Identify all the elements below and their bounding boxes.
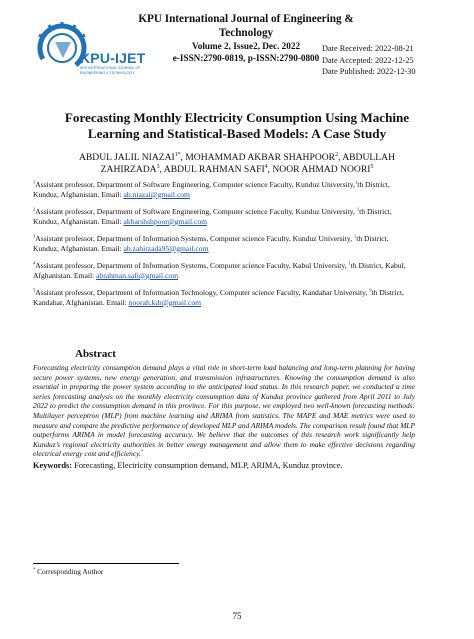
affiliation-text: th District, Kandahar, Afghanistan. Email: [33,287,404,307]
affiliation-text: Assistant professor, Department of Software Engineering, Computer science Faculty, Kunduz University, [35,206,357,216]
author-name: ABDUL JALIL NIAZAI [78,152,175,163]
abstract-mark: * [140,448,144,454]
affiliation-text: th District, Kabul, Afghanistan. Email: [33,260,406,280]
author-separator: , [267,164,273,176]
affiliation-mark: 5 [33,287,36,293]
footnote-mark: * [33,566,36,572]
author-separator: , [337,152,343,163]
author-affiliation-mark: 4 [264,164,268,171]
ordinal-number: 9 [369,287,372,293]
ordinal-number: 1 [353,233,357,239]
affiliation [33,288,415,308]
email-link[interactable]: ab.niazai@gmail.com [123,189,190,199]
affiliation-text: th District, Kunduz, Afghanistan. Email: [33,233,389,253]
date-published: Date Published: 2022-12-30 [322,67,416,77]
paper-title: Forecasting Monthly Electricity Consumption Using Machine Learning and Statistical-Based Models: A Case Study [64,110,410,142]
ordinal-number: 1 [354,179,358,185]
email-link[interactable]: noorah.kdr@gmail.com [128,297,202,307]
keywords [33,460,415,471]
author-affiliation-mark: 3 [156,164,160,171]
ordinal-number: 1 [348,260,351,266]
affiliation-text: th District, Kunduz, Afghanistan. Email: [33,180,390,199]
author-affiliation-mark: 5 [370,164,374,171]
issn: e-ISSN:2790-0819, p-ISSN:2790-0800 [172,53,320,63]
email-link[interactable]: akbarshshpoor@gmail.com [123,216,208,226]
volume-issue: Volume 2, Issue2, Dec. 2022 [191,41,301,51]
author-name: MOHAMMAD AKBAR SHAHPOOR [185,152,336,163]
abstract-heading: Abstract [75,348,116,360]
affiliation [33,207,415,227]
affiliation-mark: 1 [33,179,36,185]
journal-title: KPU International Journal of Engineering & Technology [138,13,354,39]
author-name: NOOR AHMAD NOORI [272,164,371,176]
author-name: ABDUL RAHMAN SAFI [163,164,265,176]
abstract-text: Forecasting electricity consumption demand plays a vital role in short-term load balancing and long-term planning for having secure power systems, new energy generation, and transmission infrastructures. Knowing the consumption demand is also essential in preparing the power system according to the anticipated load status. In this research paper, we conducted a time series forecasting analysis on the monthly electricity consumption data of Kunduz province gathered from April 2011 to July 2022 to predict the consumption demand in this province. For this purpose, we employed two well-known forecasting methods: Multilayer perceptron (MLP) from machine learning and ARIMA from statistics. The MAPE and MAE metrics were used to measure and compare the predictive performance of developed MLP and ARIMA models. The comparison result found that MLP outperforms ARIMA in model forecasting accuracy. We believe that the outcomes of this research work significantly help Kunduz’s regional electricity authorities in better energy management and allow them to make effective decisions regarding electrical energy cost and efficiency.* [33,363,415,459]
affiliation-text: Assistant professor, Department of Information Technology, Computer science Faculty, Kandahar University, [35,287,370,297]
affiliation-text: Assistant professor, Department of Software Engineering, Computer science Faculty, Kunduz University, [35,180,355,189]
logo-text: KPU-IJET [80,50,146,66]
keywords-label: Keywords: [33,461,73,470]
affiliation [33,234,415,254]
affiliation-list [33,180,415,315]
logo-subtext: KPU INTERNATIONAL JOURNAL OF ENGINEERING & TECHNOLOGY [80,66,141,75]
footnote-divider [33,563,179,564]
affiliation [33,180,415,200]
ordinal-number: 1 [356,206,360,212]
footnote [33,567,103,576]
keywords-text: Forecasting, Electricity consumption demand, MLP, ARIMA, Kunduz province. [72,461,343,470]
footnote-text: Corresponding Author [35,567,104,576]
affiliation-text: th District, Kunduz, Afghanistan. Email: [33,206,392,226]
email-link[interactable]: abrahman.safi@gmail.com [96,270,179,280]
affiliation-mark: 4 [33,260,36,266]
page-number: 75 [232,611,242,621]
affiliation-text: Assistant professor, Department of Information Systems, Computer science Faculty, Kunduz University, [35,233,354,243]
date-received: Date Received: 2022-08-21 [322,44,414,53]
affiliation-mark: 2 [33,206,36,212]
author-affiliation-mark: 1* [174,151,181,158]
author-affiliation-mark: 2 [335,151,338,158]
author-list [60,152,414,177]
date-accepted: Date Accepted: 2022-12-25 [322,55,414,65]
affiliation-mark: 3 [33,233,36,239]
author-name: ABDULLAH ZAHIRZADA [100,152,395,176]
affiliation [33,261,415,281]
email-link[interactable]: ab.zahirzada95@gmail.com [123,243,209,253]
affiliation-text: Assistant professor, Department of Information Systems, Computer science Faculty, Kabul University, [35,260,349,270]
author-separator: , [180,152,186,163]
publication-dates [322,43,416,78]
author-separator: , [159,164,164,176]
